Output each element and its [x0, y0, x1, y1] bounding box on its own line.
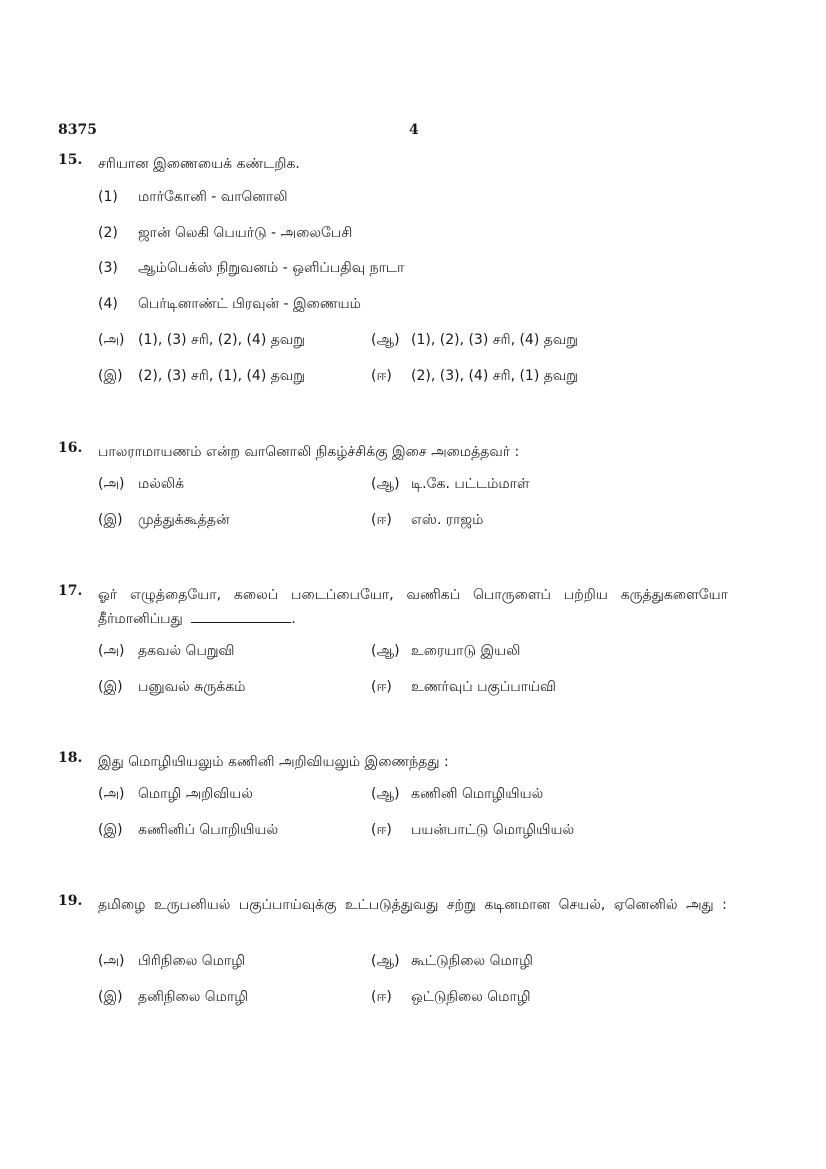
option-text: (1), (2), (3) சரி, (4) தவறு: [411, 332, 578, 348]
option-text: மொழி அறிவியல்: [138, 786, 253, 802]
option-i[interactable]: [98, 679, 245, 697]
answer-blank: [191, 610, 291, 623]
option-ii[interactable]: [371, 822, 574, 840]
option-aa[interactable]: [371, 332, 578, 350]
page-number: 4: [409, 122, 419, 138]
option-text: கணினி மொழியியல்: [411, 786, 544, 802]
option-a[interactable]: [98, 643, 235, 661]
option-text: பயன்பாட்டு மொழியியல்: [411, 822, 575, 838]
option-label: (ஆ): [371, 643, 400, 659]
paper-code: 8375: [58, 122, 97, 138]
question-text-body: ஓர் எழுத்தையோ, கலைப் படைப்பையோ, வணிகப் பொருளைப் பற்றிய கருத்துகளையோ தீர்மானிப்பது: [98, 587, 728, 627]
option-label: (ஆ): [371, 332, 400, 348]
question-text: இது மொழியியலும் கணினி அறிவியலும் இணைந்தது :: [98, 754, 449, 770]
option-aa[interactable]: [371, 476, 530, 494]
option-text: பனுவல் சுருக்கம்: [138, 679, 246, 695]
option-label: (ஆ): [371, 953, 400, 969]
option-text: கூட்டுநிலை மொழி: [411, 953, 533, 969]
statement-text: பெர்டினாண்ட் பிரவுன் - இணையம்: [138, 296, 361, 312]
statement-text: ஜான் லெகி பெயர்டு - அலைபேசி: [138, 225, 353, 241]
option-label: (ஆ): [371, 786, 400, 802]
option-label: (இ): [98, 989, 123, 1005]
option-i[interactable]: [98, 368, 305, 386]
option-label: (அ): [98, 332, 125, 348]
option-text: உணர்வுப் பகுப்பாய்வி: [411, 679, 556, 695]
option-label: (ஈ): [371, 822, 392, 838]
option-i[interactable]: [98, 822, 278, 840]
option-text: பிரிநிலை மொழி: [138, 953, 246, 969]
option-label: (இ): [98, 679, 123, 695]
option-aa[interactable]: [371, 953, 533, 971]
option-ii[interactable]: [371, 679, 556, 697]
option-a[interactable]: [98, 332, 305, 350]
statement-number: (4): [98, 296, 118, 312]
option-label: (ஈ): [371, 679, 392, 695]
statement-number: (2): [98, 225, 118, 241]
option-text: கணினிப் பொறியியல்: [138, 822, 279, 838]
option-aa[interactable]: [371, 643, 520, 661]
option-text: முத்துக்கூத்தன்: [138, 512, 230, 528]
question-number: 15.: [58, 152, 83, 168]
option-text: (2), (3) சரி, (1), (4) தவறு: [138, 368, 305, 384]
option-label: (ஆ): [371, 476, 400, 492]
option-label: (அ): [98, 643, 125, 659]
option-i[interactable]: [98, 989, 248, 1007]
option-label: (அ): [98, 953, 125, 969]
option-label: (இ): [98, 368, 123, 384]
question-number: 17.: [58, 583, 83, 599]
question-number: 18.: [58, 750, 83, 766]
question-text: சரியான இணையைக் கண்டறிக.: [98, 156, 300, 172]
question-text: [98, 583, 728, 631]
option-label: (ஈ): [371, 368, 392, 384]
statement-text: மார்கோனி - வானொலி: [138, 189, 288, 205]
statement-text: ஆம்பெக்ஸ் நிறுவனம் - ஒளிப்பதிவு நாடா: [138, 260, 405, 276]
option-text: உரையாடு இயலி: [411, 643, 521, 659]
option-text: எஸ். ராஜம்: [411, 512, 484, 528]
option-ii[interactable]: [371, 368, 578, 386]
option-text: ஒட்டுநிலை மொழி: [411, 989, 531, 1005]
question-number: 16.: [58, 440, 83, 456]
page-header: [58, 122, 768, 142]
option-label: (இ): [98, 822, 123, 838]
option-ii[interactable]: [371, 512, 483, 530]
question-text-end: .: [291, 611, 296, 627]
option-text: மல்லிக்: [138, 476, 185, 492]
statement-number: (1): [98, 189, 118, 205]
option-label: (அ): [98, 786, 125, 802]
option-a[interactable]: [98, 953, 245, 971]
option-text: (2), (3), (4) சரி, (1) தவறு: [411, 368, 578, 384]
statement-2: [98, 225, 352, 243]
option-label: (அ): [98, 476, 125, 492]
option-label: (இ): [98, 512, 123, 528]
option-text: தனிநிலை மொழி: [138, 989, 249, 1005]
option-ii[interactable]: [371, 989, 531, 1007]
option-text: தகவல் பெறுவி: [138, 643, 235, 659]
statement-3: [98, 260, 404, 278]
option-text: (1), (3) சரி, (2), (4) தவறு: [138, 332, 305, 348]
statement-4: [98, 296, 361, 314]
option-a[interactable]: [98, 476, 184, 494]
option-a[interactable]: [98, 786, 253, 804]
option-i[interactable]: [98, 512, 230, 530]
statement-1: [98, 189, 288, 207]
question-text: பாலராமாயணம் என்ற வானொலி நிகழ்ச்சிக்கு இசை அமைத்தவர் :: [98, 444, 520, 460]
statement-number: (3): [98, 260, 118, 276]
question-number: 19.: [58, 893, 83, 909]
option-label: (ஈ): [371, 989, 392, 1005]
option-label: (ஈ): [371, 512, 392, 528]
option-aa[interactable]: [371, 786, 543, 804]
question-text: தமிழை உருபனியல் பகுப்பாய்வுக்கு உட்படுத்துவது சற்று கடினமான செயல், ஏனெனில் அது :: [98, 897, 727, 913]
option-text: டி.கே. பட்டம்மாள்: [411, 476, 530, 492]
